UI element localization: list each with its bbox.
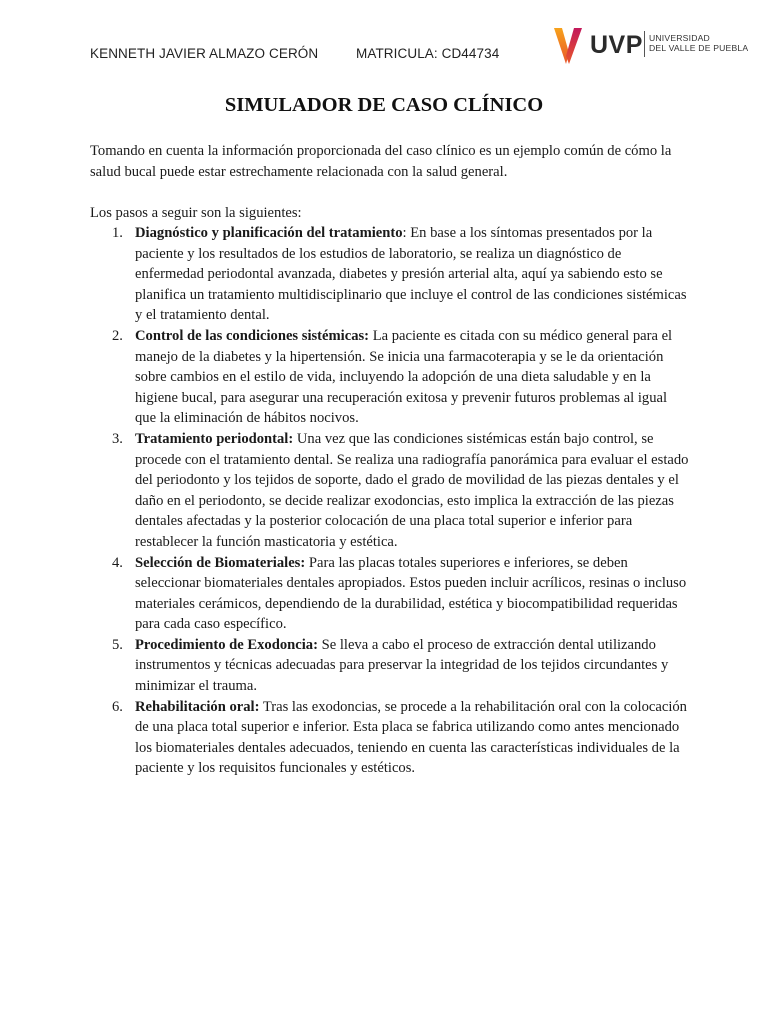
list-item: [90, 326, 690, 429]
step-number: 5.: [112, 636, 123, 653]
step-text: La paciente es citada con su médico general para el manejo de la diabetes y la hipertensión. Se inicia una farmacoterapia y se le da orientación sobre cambios en el estilo de vida, incluyendo la adopción de una dieta saludable y en la higiene bucal, para asegurar una recuperación exitosa y prevenir futuros problemas al igual que la eliminación de hábitos nocivos.: [135, 327, 673, 427]
step-title: Procedimiento de Exodoncia:: [135, 636, 318, 653]
list-item: [90, 635, 690, 697]
step-text: Tras las exodoncias, se procede a la rehabilitación oral con la colocación de una placa total superior e inferior. Esta placa se fabrica utilizando como antes mencionado los biomateriales dentales adecuados, teniendo en cuenta las características individuales de la paciente y los requisitos funcionales y estéticos.: [135, 698, 687, 777]
step-text: Para las placas totales superiores e inferiores, se deben seleccionar biomateriales dentales apropiados. Estos pueden incluir acrílicos, resinas o incluso materiales cerámicos, dependiendo de la durabilidad, estética y biocompatibilidad requeridas para cada caso específico.: [135, 554, 687, 633]
author-name: KENNETH JAVIER ALMAZO CERÓN: [90, 46, 319, 61]
list-item: [90, 429, 690, 553]
step-title: Diagnóstico y planificación del tratamiento: [135, 225, 403, 241]
step-text: : En base a los síntomas presentados por la paciente y los resultados de los estudios de laboratorio, se realiza un diagnóstico de enfermedad periodontal avanzada, diabetes y presión arterial alta, aquí ya sabiendo esto se planifica un tratamiento multidisciplinario que incluye el control de las condiciones sistémicas y el tratamiento dental.: [135, 225, 687, 324]
matricula-label: MATRICULA: CD44734: [356, 46, 500, 61]
document-title: SIMULADOR DE CASO CLÍNICO: [224, 94, 544, 116]
uvp-logo-mark-icon: [552, 26, 584, 66]
steps-label: Los pasos a seguir son la siguientes:: [90, 205, 302, 221]
step-title: Rehabilitación oral:: [135, 698, 260, 715]
list-item: [90, 697, 690, 779]
step-text: Se lleva a cabo el proceso de extracción dental utilizando instrumentos y técnicas adecuadas para preservar la integridad de los tejidos circundantes y minimizar el trauma.: [135, 636, 669, 695]
logo-acronym: UVP: [590, 31, 643, 59]
step-title: Tratamiento periodontal:: [135, 430, 294, 447]
list-item: [90, 553, 690, 635]
step-number: 3.: [112, 430, 123, 447]
list-item: [90, 223, 690, 326]
step-number: 2.: [112, 327, 123, 344]
intro-paragraph: Tomando en cuenta la información proporcionada del caso clínico es un ejemplo común de cómo la salud bucal puede estar estrechamente relacionada con la salud general.: [90, 143, 672, 180]
step-text: Una vez que las condiciones sistémicas están bajo control, se procede con el tratamiento dental. Se realiza una radiografía panorámica para evaluar el estado del periodonto y los tejidos de soporte, dado el grado de movilidad de las piezas dentales y el daño en el periodonto, se decide realizar exodoncias, esto implica la extracción de las piezas dentales afectadas y la posterior colocación de una placa total superior e inferior para restablecer la función masticatoria y estética.: [135, 430, 689, 550]
step-number: 4.: [112, 554, 123, 571]
step-title: Selección de Biomateriales:: [135, 554, 306, 571]
logo-divider: [644, 31, 645, 57]
step-title: Control de las condiciones sistémicas:: [135, 327, 370, 344]
logo-university-name: [649, 33, 748, 53]
logo-line-2: DEL VALLE DE PUEBLA: [649, 43, 749, 53]
step-number: 6.: [112, 698, 123, 715]
step-number: 1.: [112, 225, 123, 241]
steps-list: [90, 223, 690, 779]
uvp-logo: [552, 26, 752, 66]
logo-line-1: UNIVERSIDAD: [649, 33, 710, 43]
